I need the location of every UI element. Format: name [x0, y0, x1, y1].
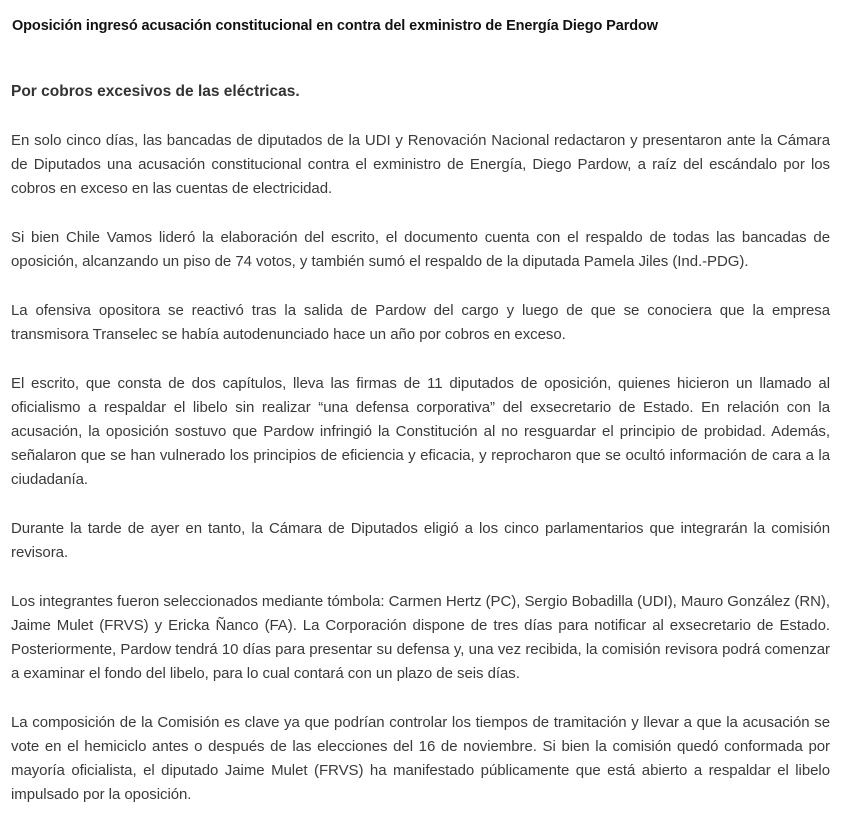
- article-paragraph-4: El escrito, que consta de dos capítulos, lleva las firmas de 11 diputados de oposición, quienes hicieron un llamado al oficialismo a respaldar el libelo sin realizar “una defensa corporativa” del exsecretario de Estado. En relación con la acusación, la oposición sostuvo que Pardow infringió la Constitución al no resguardar el principio de probidad. Además, señalaron que se han vulnerado los principios de eficiencia y eficacia, y reprocharon que se ocultó información de cara a la ciudadanía.: [11, 375, 830, 488]
- article-headline: Oposición ingresó acusación constitucional en contra del exministro de Energía Diego Pardow: [12, 18, 658, 34]
- article-paragraph-1: En solo cinco días, las bancadas de diputados de la UDI y Renovación Nacional redactaron y presentaron ante la Cámara de Diputados una acusación constitucional contra el exministro de Energía, Diego Pardow, a raíz del escándalo por los cobros en exceso en las cuentas de electricidad.: [11, 132, 830, 197]
- article-paragraph-5: Durante la tarde de ayer en tanto, la Cámara de Diputados eligió a los cinco parlamentarios que integrarán la comisión revisora.: [11, 520, 830, 561]
- article-paragraph-2: Si bien Chile Vamos lideró la elaboración del escrito, el documento cuenta con el respaldo de todas las bancadas de oposición, alcanzando un piso de 74 votos, y también sumó el respaldo de la diputada Pamela Jiles (Ind.-PDG).: [11, 229, 830, 270]
- article-lead: Por cobros excesivos de las eléctricas.: [11, 83, 300, 100]
- article-paragraph-6: Los integrantes fueron seleccionados mediante tómbola: Carmen Hertz (PC), Sergio Bobadilla (UDI), Mauro González (RN), Jaime Mulet (FRVS) y Ericka Ñanco (FA). La Corporación dispone de tres días para notificar al exsecretario de Estado. Posteriormente, Pardow tendrá 10 días para presentar su defensa y, una vez recibida, la comisión revisora podrá comenzar a examinar el fondo del libelo, para lo cual contará con un plazo de seis días.: [11, 593, 830, 682]
- article-paragraph-3: La ofensiva opositora se reactivó tras la salida de Pardow del cargo y luego de que se conociera que la empresa transmisora Transelec se había autodenunciado hace un año por cobros en exceso.: [11, 302, 830, 343]
- article-paragraph-7: La composición de la Comisión es clave ya que podrían controlar los tiempos de tramitación y llevar a que la acusación se vote en el hemiciclo antes o después de las elecciones del 16 de noviembre. Si bien la comisión quedó conformada por mayoría oficialista, el diputado Jaime Mulet (FRVS) ha manifestado públicamente que está abierto a respaldar el libelo impulsado por la oposición.: [11, 714, 830, 803]
